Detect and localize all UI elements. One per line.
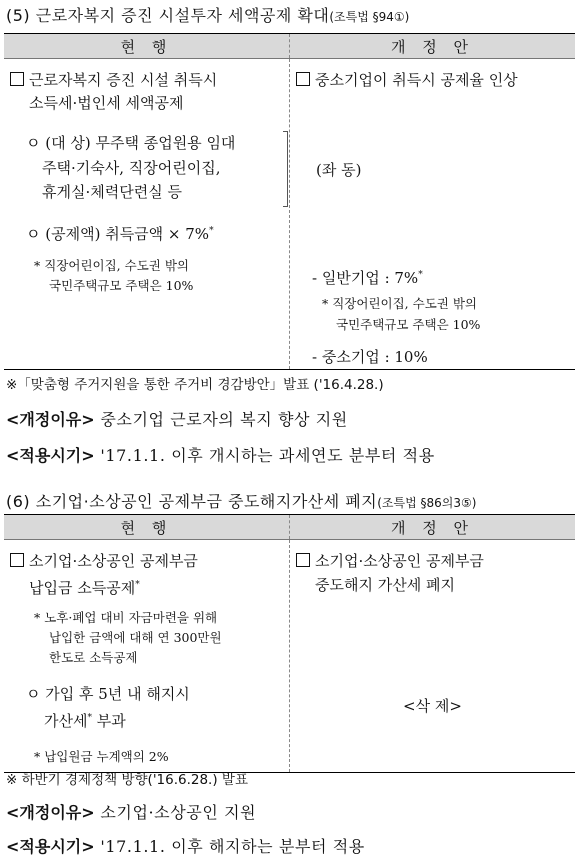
checkbox-square-icon [10, 72, 24, 86]
section5-title [6, 3, 409, 26]
checkbox-square-icon [10, 553, 24, 567]
section5-apply-label: <적용시기> [6, 446, 95, 465]
footnote-mark: * [418, 270, 423, 280]
section5-header-revised: 개 정 안 [290, 34, 576, 59]
section6-current-item1-line1: 소기업·소상공인 공제부금 [29, 552, 198, 570]
section6-current-item2-line2 [44, 707, 126, 732]
section6-current-footnote1-line3: 한도로 소득공제 [49, 650, 138, 665]
section6-current-item1-line2-text: 납입금 소득공제 [29, 579, 136, 597]
section5-revised-footnote-line2: 국민주택규모 주택은 10% [336, 317, 481, 332]
section5-table [4, 33, 575, 370]
section5-current-item1-line1: 근로자복지 증진 시설 취득시 [29, 71, 218, 89]
section6-title [6, 489, 476, 512]
section6-revised-item1-line2: 중도해지 가산세 폐지 [315, 576, 455, 594]
section5-revised-cell [290, 59, 576, 370]
section5-reason [6, 407, 348, 430]
section6-title-text: (6) 소기업·소상공인 공제부금 중도해지가산세 폐지 [6, 492, 378, 511]
section5-title-text: (5) 근로자복지 증진 시설투자 세액공제 확대 [6, 6, 330, 25]
section6-current-item2-line1: ㅇ 가입 후 5년 내 해지시 [26, 685, 190, 703]
section5-revised-general [312, 264, 423, 289]
section5-current-item1 [10, 69, 217, 91]
section5-revised-item1-text: 중소기업이 취득시 공제율 인상 [315, 71, 518, 89]
section5-apply-text: '17.1.1. 이후 개시하는 과세연도 분부터 적용 [100, 446, 435, 465]
section6-ref: (조특법 §86의3⑤) [377, 496, 477, 510]
footnote-mark: * [135, 580, 140, 590]
section5-revised-sme: - 중소기업 : 10% [312, 348, 428, 366]
section5-note: ※「맞춤형 주거지원을 통한 주거비 경감방안」발표 ('16.4.28.) [6, 377, 384, 393]
section5-revised-general-text: - 일반기업 : 7% [312, 269, 419, 287]
section6-current-footnote1-line2: 납입한 금액에 대해 연 300만원 [49, 630, 222, 645]
section6-revised-item1 [296, 550, 484, 572]
section6-header-revised: 개 정 안 [290, 515, 576, 540]
section5-current-cell [4, 59, 290, 370]
section5-current-footnote-line1: * 직장어린이집, 수도권 밖의 [34, 258, 189, 273]
section6-current-item1 [10, 550, 198, 572]
footnote-mark: * [87, 713, 92, 723]
section6-current-item2-tail: 부과 [91, 712, 126, 730]
section6-note: ※ 하반기 경제정책 방향('16.6.28.) 발표 [6, 772, 248, 788]
section5-current-footnote-line2: 국민주택규모 주택은 10% [49, 278, 194, 293]
section6-reason-label: <개정이유> [6, 803, 95, 822]
section5-current-credit [26, 220, 214, 245]
checkbox-square-icon [296, 72, 310, 86]
section6-header-current: 현 행 [4, 515, 290, 540]
section6-current-cell [4, 540, 290, 773]
section5-current-item1-line2: 소득세·법인세 세액공제 [29, 94, 184, 112]
section6-current-item2-line2-text: 가산세 [44, 712, 88, 730]
section6-current-footnote2: * 납입원금 누계액의 2% [34, 749, 169, 764]
section5-ref: (조특법 §94①) [329, 10, 410, 24]
section6-reason-text: 소기업·소상공인 지원 [100, 803, 257, 822]
section6-revised-cell [290, 540, 576, 773]
footnote-mark: * [209, 226, 214, 236]
section5-reason-text: 중소기업 근로자의 복지 향상 지원 [100, 410, 348, 429]
section5-current-target-line3: 휴게실·체력단련실 등 [42, 183, 182, 201]
section5-current-target-line1: ㅇ (대 상) 무주택 종업원용 임대 [26, 134, 236, 152]
section5-revised-same: (좌 동) [316, 161, 362, 179]
section5-current-credit-text: ㅇ (공제액) 취득금액 × 7% [26, 225, 210, 243]
section5-revised-footnote-line1: * 직장어린이집, 수도권 밖의 [322, 296, 477, 311]
section6-apply-label: <적용시기> [6, 837, 95, 856]
section6-apply-text: '17.1.1. 이후 해지하는 분부터 적용 [100, 837, 365, 856]
section6-revised-item1-line1: 소기업·소상공인 공제부금 [315, 552, 484, 570]
section5-header-current: 현 행 [4, 34, 290, 59]
section6-current-item1-line2 [29, 574, 140, 599]
checkbox-square-icon [296, 553, 310, 567]
section6-current-footnote1-line1: * 노후·폐업 대비 자금마련을 위해 [34, 610, 218, 625]
section6-revised-delete: <삭 제> [403, 697, 462, 715]
section6-table [4, 514, 575, 773]
section5-apply [6, 443, 435, 466]
bracket-icon [283, 131, 288, 207]
section6-reason [6, 800, 256, 823]
section5-reason-label: <개정이유> [6, 410, 95, 429]
section6-apply [6, 834, 365, 857]
section5-revised-item1 [296, 69, 518, 91]
section5-current-target-line2: 주택·기숙사, 직장어린이집, [42, 159, 221, 177]
